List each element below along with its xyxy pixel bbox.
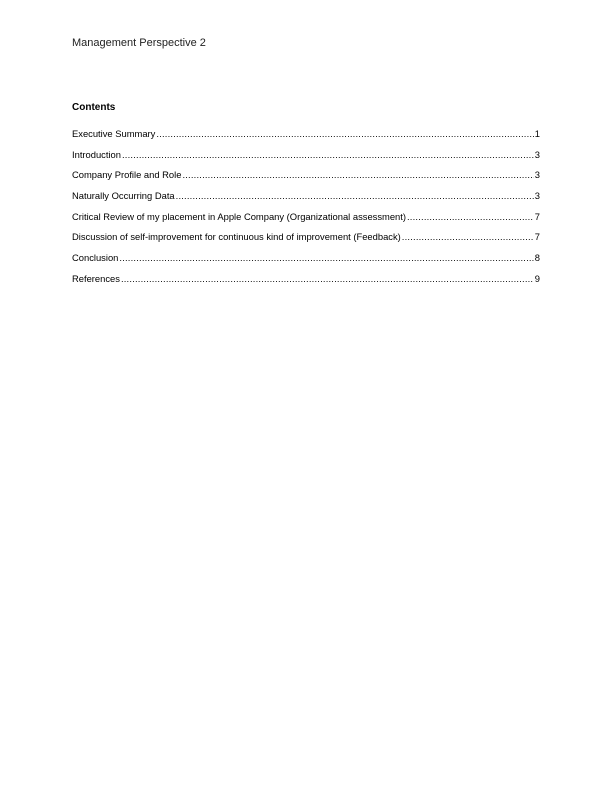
- toc-entry-page-number[interactable]: 7: [534, 210, 540, 222]
- dot-leader: [122, 149, 534, 161]
- dot-leader: [119, 252, 533, 264]
- toc-entry-critical-review[interactable]: [72, 211, 540, 232]
- toc-entry-title[interactable]: Naturally Occurring Data: [72, 190, 175, 202]
- toc-entry-self-improvement[interactable]: [72, 231, 540, 252]
- toc-entry-references[interactable]: [72, 273, 540, 294]
- dot-leader: [121, 273, 534, 285]
- toc-entry-title[interactable]: Executive Summary: [72, 128, 156, 139]
- toc-entry-title[interactable]: Conclusion: [72, 252, 119, 264]
- toc-entry-title[interactable]: Discussion of self-improvement for continuous kind of improvement (Feedback): [72, 231, 401, 243]
- dot-leader: [402, 231, 534, 243]
- toc-entry-title[interactable]: References: [72, 272, 120, 284]
- dot-leader: [156, 128, 533, 140]
- running-header: Management Perspective 2: [72, 37, 206, 49]
- toc-entry-company-profile[interactable]: [72, 169, 540, 190]
- table-of-contents: [72, 128, 540, 294]
- toc-entry-page-number[interactable]: 3: [534, 148, 540, 160]
- toc-entry-page-number[interactable]: 3: [534, 190, 540, 202]
- toc-entry-page-number[interactable]: 1: [534, 128, 540, 139]
- toc-heading: Contents: [72, 102, 116, 113]
- toc-entry-title[interactable]: Introduction: [72, 148, 121, 160]
- toc-entry-executive-summary[interactable]: [72, 128, 540, 149]
- toc-entry-page-number[interactable]: 7: [534, 231, 540, 243]
- toc-entry-title[interactable]: Critical Review of my placement in Apple Company (Organizational assessment): [72, 210, 406, 222]
- toc-entry-introduction[interactable]: [72, 149, 540, 170]
- toc-entry-page-number[interactable]: 8: [534, 252, 540, 264]
- toc-entry-conclusion[interactable]: [72, 252, 540, 273]
- toc-entry-page-number[interactable]: 3: [534, 169, 540, 181]
- toc-entry-title[interactable]: Company Profile and Role: [72, 169, 182, 181]
- toc-entry-naturally-occurring-data[interactable]: [72, 190, 540, 211]
- toc-entry-page-number[interactable]: 9: [534, 272, 540, 284]
- dot-leader: [176, 190, 534, 202]
- dot-leader: [182, 169, 533, 181]
- dot-leader: [407, 211, 534, 223]
